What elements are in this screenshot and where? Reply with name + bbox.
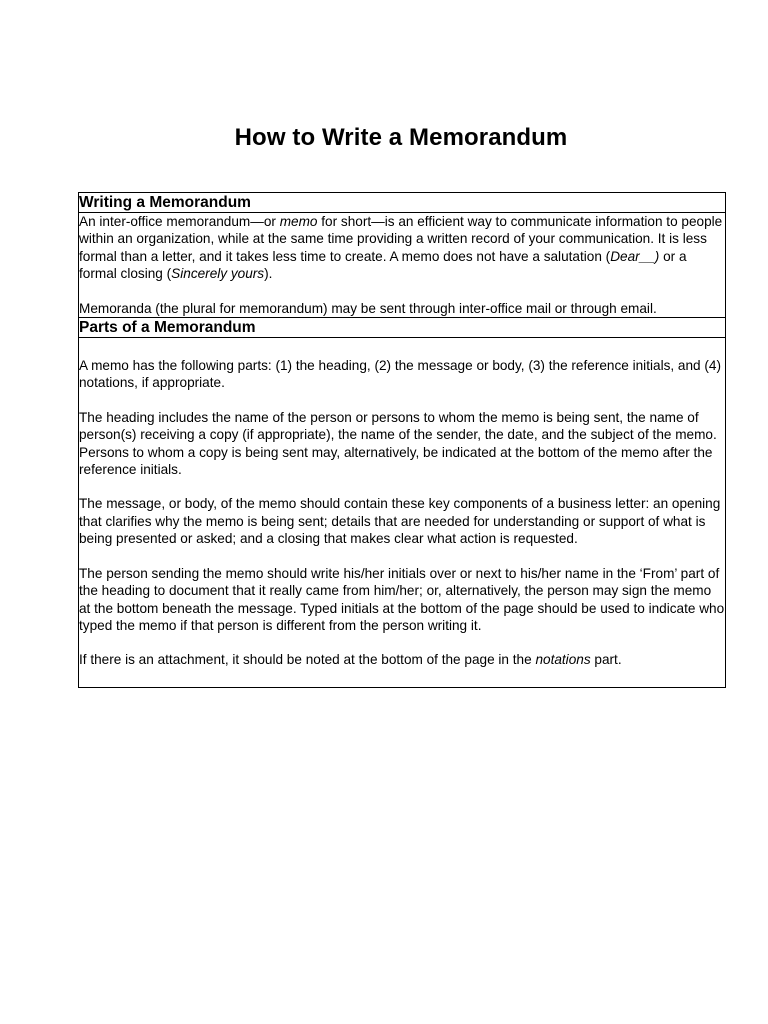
text-run: part.	[590, 652, 622, 668]
section-heading-parts: Parts of a Memorandum	[79, 318, 726, 338]
page-title: How to Write a Memorandum	[234, 124, 568, 151]
section-header-row	[79, 193, 726, 213]
section-heading-writing: Writing a Memorandum	[79, 193, 726, 213]
paragraph: Memoranda (the plural for memorandum) may be sent through inter-office mail or through email.	[79, 300, 657, 316]
text-run: or a formal closing (	[79, 248, 687, 282]
text-run: If there is an attachment, it should be noted at the bottom of the page in the	[79, 652, 536, 668]
section-body-row	[79, 338, 726, 688]
italic-text: notations	[535, 652, 591, 668]
italic-text: memo	[279, 214, 318, 229]
italic-text: Dear__)	[610, 248, 660, 264]
italic-text: Sincerely yours	[171, 266, 265, 282]
text-run: ).	[264, 266, 273, 282]
paragraph	[79, 651, 725, 668]
memo-guide-table	[78, 192, 726, 688]
section-body-parts	[79, 338, 726, 688]
paragraph: A memo has the following parts: (1) the heading, (2) the message or body, (3) the reference initials, and (4) notations, if appropriate.	[79, 358, 722, 391]
section-body-row	[79, 213, 726, 318]
paragraph	[79, 213, 725, 283]
text-run: for short—is an efficient way to communicate information to people within an organization, while at the same time providing a written record of your communication. It is less formal than a letter, and it takes less time to create. A memo does not have a salutation (	[79, 214, 723, 264]
paragraph: The message, or body, of the memo should contain these key components of a business letter: an opening that clarifies why the memo is being sent; details that are needed for understanding or support of what is being presented or asked; and a closing that makes clear what action is requested.	[79, 496, 721, 547]
text-run: An inter-office memorandum—or	[79, 214, 280, 229]
paragraph: The person sending the memo should write his/her initials over or next to his/her name in the ‘From’ part of the heading to document that it really came from him/her; or, alternatively, the person may sign the memo at the bottom beneath the message. Typed initials at the bottom of the page should be used to indicate who typed the memo if that person is different from the person writing it.	[79, 565, 725, 633]
section-header-row	[79, 318, 726, 338]
section-body-writing	[79, 213, 726, 318]
paragraph: The heading includes the name of the person or persons to whom the memo is being sent, the name of person(s) receiving a copy (if appropriate), the name of the sender, the date, and the subject of the memo. Persons to whom a copy is being sent may, alternatively, be indicated at the bottom of the memo after the reference initials.	[79, 409, 717, 478]
